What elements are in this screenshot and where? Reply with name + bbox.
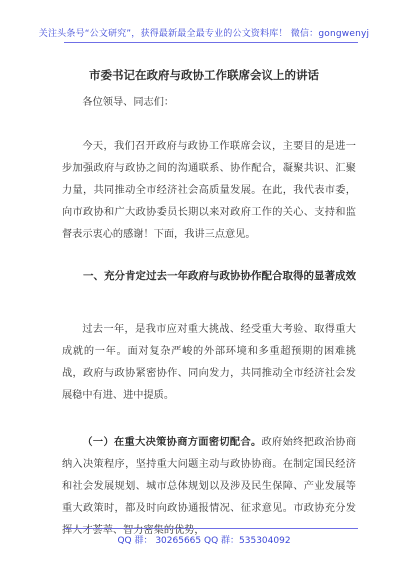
salutation: 各位领导、同志们：: [82, 97, 175, 108]
paragraph-review: 过去一年，是我市应对重大挑战、经受重大考验、取得重大成就的一年。面对复杂严峻的外部环境和多重超预期的困难挑战，政府与政协紧密协作、同向发力，共同推动全市经济社会发展稳中有进、进中提质。: [62, 324, 356, 401]
paragraph-decision-consultation-text: 政府始终把政治协商纳入决策程序，坚持重大问题主动与政协协商。在制定国民经济和社会发展规划、城市总体规划以及涉及民生保障、产业发展等重大政策时，都及时向政协通报情况、征求意见。市政协充分发挥人才荟萃、智力密集的优势，: [62, 437, 356, 536]
subheading-1: （一）在重大决策协商方面密切配合。: [82, 436, 262, 448]
header-divider: [64, 42, 358, 43]
paragraph-decision-consultation: [62, 431, 356, 542]
footer-divider: [64, 528, 358, 529]
header-promo-note: 关注头条号“公文研究”，获得最新最全最专业的公文资料库！ 微信：gongwenyj: [38, 29, 370, 39]
paragraph-opening: 今天，我们召开政府与政协工作联席会议，主要目的是进一步加强政府与政协之间的沟通联系、协作配合，凝聚共识、汇聚力量，共同推动全市经济社会高质量发展。在此，我代表市委，向市政协和广大政协委员长期以来对政府工作的关心、支持和监督表示衷心的感谢！下面，我讲三点意见。: [62, 141, 356, 240]
section-heading-1: 一、充分肯定过去一年政府与政协协作配合取得的显著成效: [83, 270, 356, 282]
footer-qq-groups: QQ 群： 30265665 QQ 群：535304092: [117, 536, 291, 546]
document-title: 市委书记在政府与政协工作联席会议上的讲话: [89, 68, 319, 82]
